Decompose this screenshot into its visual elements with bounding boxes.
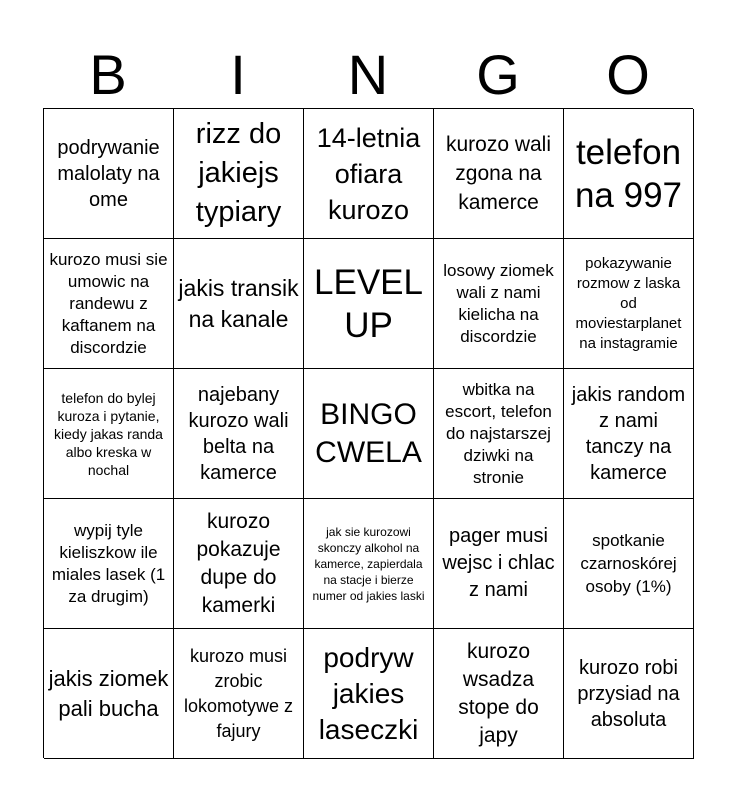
cell-text: kurozo musi sie umowic na randewu z kaftanem na discordzie <box>49 249 168 357</box>
cell-text: najebany kurozo wali belta na kamerce <box>188 383 289 484</box>
bingo-cell[interactable] <box>174 369 304 499</box>
bingo-cell[interactable] <box>174 629 304 759</box>
cell-text: losowy ziomek wali z nami kielicha na discordzie <box>443 260 554 346</box>
cell-text: kurozo wali zgona na kamerce <box>445 133 552 214</box>
cell-text: jakis random z nami tanczy na kamerce <box>571 383 686 484</box>
header-letter-i: I <box>230 43 246 106</box>
header-letter-g: G <box>476 43 520 106</box>
bingo-cell[interactable] <box>44 109 174 239</box>
bingo-grid <box>43 108 693 758</box>
bingo-cell[interactable] <box>564 239 694 369</box>
cell-text: wbitka na escort, telefon do najstarszej dziwki na stronie <box>445 379 552 487</box>
cell-text: pokazywanie rozmow z laska od moviestarplanet na instagramie <box>575 254 682 352</box>
cell-text: spotkanie czarnoskórej osoby (1%) <box>580 531 677 596</box>
cell-text: jakis ziomek pali bucha <box>48 665 169 721</box>
bingo-cell[interactable] <box>434 109 564 239</box>
header-letter-n: N <box>347 43 389 106</box>
cell-text: 14-letnia ofiara kurozo <box>316 122 421 225</box>
cell-text: telefon na 997 <box>574 132 683 215</box>
cell-text: pager musi wejsc i chlac z nami <box>442 525 555 601</box>
bingo-cell[interactable] <box>564 109 694 239</box>
bingo-cell[interactable] <box>304 369 434 499</box>
cell-text: kurozo musi zrobic lokomotywe z fajury <box>183 645 294 741</box>
cell-text: LEVEL UP <box>314 262 423 345</box>
bingo-cell[interactable] <box>564 499 694 629</box>
cell-text: wypij tyle kieliszkow ile miales lasek (1 za drugim) <box>51 520 166 606</box>
bingo-cell[interactable] <box>434 629 564 759</box>
cell-text: BINGO CWELA <box>315 397 422 469</box>
bingo-cell[interactable] <box>304 499 434 629</box>
bingo-cell[interactable] <box>44 499 174 629</box>
bingo-cell[interactable] <box>564 369 694 499</box>
header-letter-o: O <box>606 43 650 106</box>
bingo-cell[interactable] <box>434 369 564 499</box>
cell-text: jakis transik na kanale <box>178 274 299 332</box>
bingo-cell[interactable] <box>304 629 434 759</box>
bingo-cell[interactable] <box>44 369 174 499</box>
bingo-cell[interactable] <box>174 239 304 369</box>
cell-text: jak sie kurozowi skonczy alkohol na kamerce, zapierdala na stacje i bierze numer od jakies laski <box>312 524 425 603</box>
bingo-cell[interactable] <box>434 499 564 629</box>
bingo-cell[interactable] <box>434 239 564 369</box>
bingo-cell[interactable] <box>304 239 434 369</box>
bingo-cell[interactable] <box>564 629 694 759</box>
bingo-cell[interactable] <box>44 629 174 759</box>
bingo-cell[interactable] <box>174 499 304 629</box>
cell-text: kurozo pokazuje dupe do kamerki <box>196 509 281 617</box>
header-letter-b: B <box>89 43 127 106</box>
cell-text: kurozo robi przysiad na absoluta <box>577 656 680 731</box>
cell-text: podryw jakies laseczki <box>318 641 419 745</box>
cell-text: podrywanie malolaty na ome <box>57 136 160 211</box>
bingo-cell[interactable] <box>174 109 304 239</box>
cell-text: telefon do bylej kuroza i pytanie, kiedy jakas randa albo kreska w nochal <box>54 389 163 478</box>
cell-text: kurozo wsadza stope do japy <box>458 639 539 747</box>
bingo-cell[interactable] <box>304 109 434 239</box>
cell-text: rizz do jakiejs typiary <box>195 118 282 228</box>
bingo-cell[interactable] <box>44 239 174 369</box>
bingo-header <box>43 42 693 108</box>
